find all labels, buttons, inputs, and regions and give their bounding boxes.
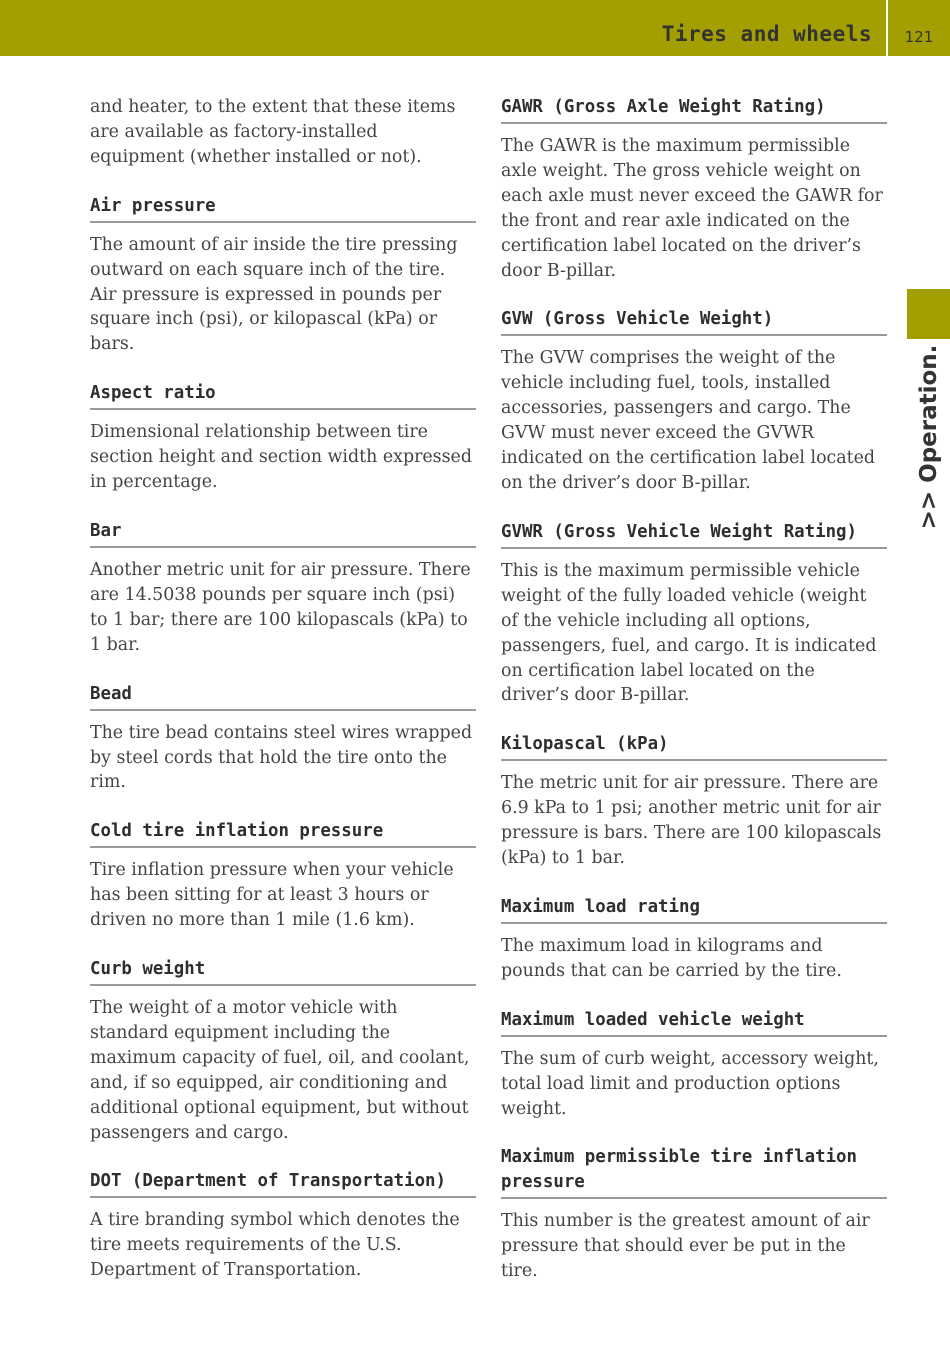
glossary-entry: [501, 1008, 887, 1122]
glossary-term: GVW (Gross Vehicle Weight): [501, 307, 887, 336]
glossary-term: Bead: [90, 682, 476, 711]
glossary-entry: [90, 194, 476, 358]
glossary-definition: The GVW comprises the weight of the vehicle including fuel, tools, installed accessories, passengers and cargo. The GVW must never exceed the GVWR indicated on the certification label located on the driver’s door B-pillar.: [501, 348, 876, 493]
left-column: [90, 95, 476, 1283]
page-number: 121: [904, 28, 934, 46]
glossary-term: Kilopascal (kPa): [501, 732, 887, 761]
glossary-definition: The sum of curb weight, accessory weight, total load limit and production options weight.: [501, 1048, 879, 1119]
glossary-entry: [90, 1169, 476, 1283]
glossary-entry: [90, 519, 476, 658]
right-column: [501, 95, 887, 1284]
section-title: Tires and wheels: [661, 22, 872, 46]
glossary-entry: [501, 895, 887, 984]
glossary-term: Cold tire inflation pressure: [90, 819, 476, 848]
glossary-definition: The weight of a motor vehicle with standard equipment including the maximum capacity of fuel, oil, and coolant, and, if so equipped, air conditioning and additional optional equipment, but without passengers and cargo.: [90, 998, 470, 1143]
glossary-definition: Tire inflation pressure when your vehicle has been sitting for at least 3 hours or driven no more than 1 mile (1.6 km).: [90, 860, 454, 931]
glossary-term: GVWR (Gross Vehicle Weight Rating): [501, 520, 887, 549]
glossary-term: Air pressure: [90, 194, 476, 223]
glossary-term: DOT (Department of Transportation): [90, 1169, 476, 1198]
glossary-definition: The maximum load in kilograms and pounds that can be carried by the tire.: [501, 935, 842, 981]
glossary-definition: A tire branding symbol which denotes the tire meets requirements of the U.S. Department of Transportation.: [90, 1210, 460, 1281]
glossary-entry: [501, 1145, 887, 1284]
glossary-definition: Dimensional relationship between tire section height and section width expressed in percentage.: [90, 422, 472, 493]
glossary-entry: [90, 957, 476, 1145]
glossary-definition: The GAWR is the maximum permissible axle weight. The gross vehicle weight on each axle must never exceed the GAWR for the front and rear axle indicated on the certification label located on the driver’s door B-pillar.: [501, 136, 883, 281]
continued-text: and heater, to the extent that these items are available as factory-installed equipment (whether installed or not).: [90, 97, 456, 167]
glossary-term: GAWR (Gross Axle Weight Rating): [501, 95, 887, 124]
glossary-term: Maximum loaded vehicle weight: [501, 1008, 887, 1037]
glossary-entry: [501, 95, 887, 283]
glossary-term: Bar: [90, 519, 476, 548]
glossary-term: Maximum load rating: [501, 895, 887, 924]
glossary-definition: The amount of air inside the tire pressing outward on each square inch of the tire. Air pressure is expressed in pounds per square inch (psi), or kilopascal (kPa) or bars.: [90, 234, 458, 355]
chapter-tab-marker: [907, 289, 950, 339]
glossary-term: Maximum permissible tire inflation pressure: [501, 1145, 887, 1199]
glossary-term: Curb weight: [90, 957, 476, 986]
glossary-entry: [90, 682, 476, 796]
glossary-entry: [90, 819, 476, 933]
glossary-entry: [90, 381, 476, 495]
glossary-definition: This number is the greatest amount of air pressure that should ever be put in the tire.: [501, 1211, 870, 1282]
glossary-entry: [501, 520, 887, 708]
glossary-definition: The tire bead contains steel wires wrapped by steel cords that hold the tire onto the rim.: [90, 722, 473, 793]
glossary-term: Aspect ratio: [90, 381, 476, 410]
glossary-entry: [501, 307, 887, 495]
glossary-definition: The metric unit for air pressure. There are 6.9 kPa to 1 psi; another metric unit for air pressure is bars. There are 100 kilopascals (kPa) to 1 bar.: [501, 773, 882, 869]
glossary-entry: [501, 732, 887, 871]
glossary-definition: This is the maximum permissible vehicle weight of the fully loaded vehicle (weight of the vehicle including all options, passengers, fuel, and cargo. It is indicated on certification label located on the driver’s door B-pillar.: [501, 560, 877, 706]
chapter-tab-label: >> Operation.: [916, 344, 942, 530]
glossary-definition: Another metric unit for air pressure. There are 14.5038 pounds per square inch (psi) to 1 bar; there are 100 kilopascals (kPa) to 1 bar.: [90, 559, 471, 655]
